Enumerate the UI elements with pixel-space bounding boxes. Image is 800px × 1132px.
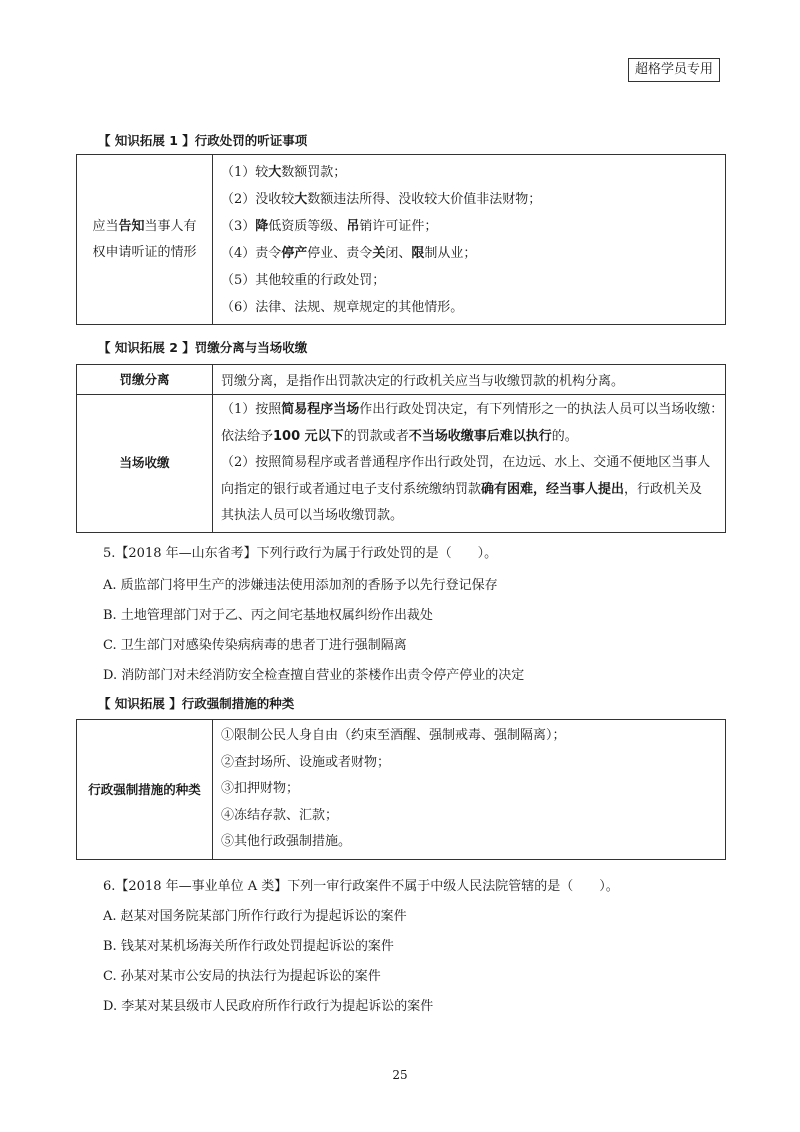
hearing-item: （4）责令停产停业、责令关闭、限制从业；	[221, 245, 477, 261]
hearing-item: （2）没收较大数额违法所得、没收较大价值非法财物；	[221, 191, 542, 207]
coercive-measure-item: ①限制公民人身自由（约束至酒醒、强制戒毒、强制隔离）；	[221, 728, 566, 744]
collection-row1-text: 罚缴分离，是指作出罚款决定的行政机关应当与收缴罚款的机构分离。	[213, 365, 726, 395]
hearing-item: （6）法律、法规、规章规定的其他情形。	[221, 299, 464, 315]
hearing-table-items	[213, 155, 726, 325]
section-heading-coercive-measures: 【 知识拓展 】行政强制措施的种类	[98, 696, 295, 711]
collection-row2-label: 当场收缴	[77, 395, 213, 533]
question-5-option-a[interactable]: A. 质监部门将甲生产的涉嫌违法使用添加剂的香肠予以先行登记保存	[103, 578, 498, 593]
hearing-table	[76, 154, 726, 325]
section-heading-collection: 【 知识拓展 2 】罚缴分离与当场收缴	[98, 340, 308, 355]
header-tag: 超格学员专用	[628, 58, 720, 82]
hearing-item: （5）其他较重的行政处罚；	[221, 272, 386, 288]
page-number: 25	[392, 1068, 408, 1082]
coercive-measure-item: ②查封场所、设施或者财物；	[221, 754, 391, 770]
coercive-measure-item: ④冻结存款、汇款；	[221, 807, 339, 823]
question-5-option-c[interactable]: C. 卫生部门对感染传染病病毒的患者丁进行强制隔离	[103, 638, 407, 653]
collection-row1-label: 罚缴分离	[77, 365, 213, 395]
question-6-stem: 6.【2018 年—事业单位 A 类】下列一审行政案件不属于中级人民法院管辖的是（ ）。	[103, 879, 619, 894]
hearing-item: （1）较大数额罚款；	[221, 164, 347, 180]
question-6-option-c[interactable]: C. 孙某对某市公安局的执法行为提起诉讼的案件	[103, 969, 381, 984]
question-6-option-b[interactable]: B. 钱某对某机场海关所作行政处罚提起诉讼的案件	[103, 939, 394, 954]
coercive-measure-item: ③扣押财物；	[221, 781, 300, 797]
question-6-option-d[interactable]: D. 李某对某县级市人民政府所作行政行为提起诉讼的案件	[103, 999, 434, 1014]
collection-table	[76, 364, 726, 533]
question-5-stem: 5.【2018 年—山东省考】下列行政行为属于行政处罚的是（ ）。	[103, 546, 498, 561]
question-6-option-a[interactable]: A. 赵某对国务院某部门所作行政行为提起诉讼的案件	[103, 909, 407, 924]
coercive-measures-table	[76, 719, 726, 860]
coercive-measures-label: 行政强制措施的种类	[77, 720, 213, 860]
section-heading-hearing: 【 知识拓展 1 】行政处罚的听证事项	[98, 133, 308, 148]
collection-row2-text: （1）按照简易程序当场作出行政处罚决定，有下列情形之一的执法人员可以当场收缴： 依法给予100 元以下的罚款或者不当场收缴事后难以执行的。 （2）按照简易程序或者普通程序作出行政处罚，在边远、水上、交通不便地区当事人 向指定的银行或者通过电子支付系统缴纳罚款确有困难，经当事人提出，行政机关及 其执法人员可以当场收缴罚款。	[213, 395, 726, 533]
coercive-measures-items	[213, 720, 726, 860]
question-5-option-b[interactable]: B. 土地管理部门对于乙、丙之间宅基地权属纠纷作出裁处	[103, 608, 433, 623]
hearing-item: （3）降低资质等级、吊销许可证件；	[221, 218, 438, 234]
question-5-option-d[interactable]: D. 消防部门对未经消防安全检查擅自营业的茶楼作出责令停产停业的决定	[103, 668, 525, 683]
hearing-table-label: 应当告知当事人有 权申请听证的情形	[77, 155, 213, 325]
coercive-measure-item: ⑤其他行政强制措施。	[221, 834, 352, 850]
